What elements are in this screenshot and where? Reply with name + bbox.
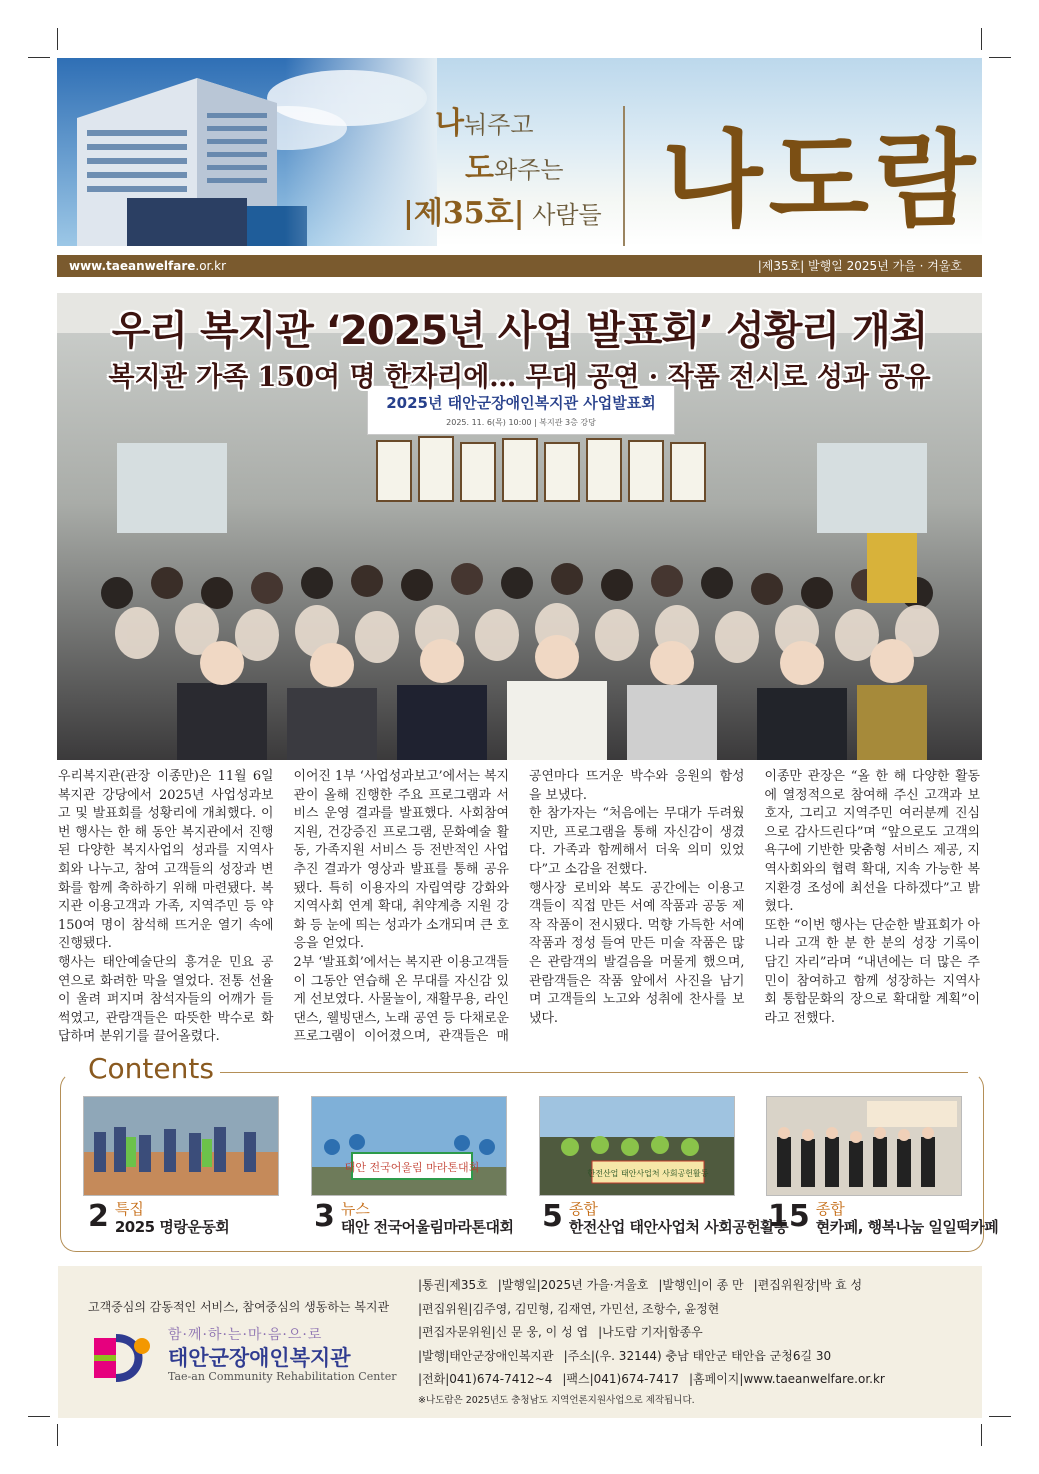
contents-item-title: 현카페, 행복나눔 일일떡카페 <box>815 1218 999 1236</box>
center-logo <box>86 1324 426 1394</box>
hero-photo <box>57 293 982 760</box>
crop-mark <box>28 1416 50 1417</box>
building-photo <box>57 58 437 246</box>
masthead-tagline <box>403 102 602 237</box>
contents-item-title: 태안 전국어울림마라톤대회 <box>340 1218 514 1236</box>
page-number: 3 <box>314 1199 335 1234</box>
info-row: |편집자문위원|신 문 웅, 이 성 엽 |나도람 기자|함종우 <box>418 1325 703 1339</box>
logo-mark-icon <box>86 1328 162 1388</box>
info-row: |전화|041)674-7412~4 |팩스|041)674-7417 |홈페이지|www.taeanwelfare.or.kr <box>418 1372 885 1386</box>
divider <box>623 106 625 246</box>
sub-headline: 복지관 가족 150여 명 한자리에… 무대 공연 · 작품 전시로 성과 공유 <box>108 362 931 393</box>
thumb-banner-text: 태안 전국어울림 마라톤대회 <box>344 1161 480 1174</box>
logo-name: 태안군장애인복지관 <box>168 1346 351 1370</box>
tagline-text: 눠주고 <box>463 111 534 139</box>
contents-item[interactable] <box>542 1200 788 1236</box>
crop-mark <box>57 1424 58 1446</box>
banner-title: 2025년 태안군장애인복지관 사업발표회 <box>386 394 656 412</box>
contents-item[interactable] <box>314 1200 513 1236</box>
website-url[interactable]: www.taeanwelfare.or.kr <box>69 259 227 273</box>
contents-item-title: 2025 명랑운동회 <box>114 1218 230 1236</box>
contents-category: 종합 <box>815 1200 845 1218</box>
article-paragraph: 우리복지관(관장 이종만)은 11월 6일 복지관 강당에서 2025년 사업성과보고 및 발표회를 성황리에 개최했다. 이번 행사는 한 해 동안 복지관에서 진행된 다양한 복지사업의 성과를 지역사회와 나누고, 참여 고객들의 성장과 변화를 함께 축하하기 위해 마련됐다. 복지관 이용고객과 가족, 지역주민 등 약 150여 명이 참석해 뜨거운 열기 속에 진행됐다. <box>58 769 274 952</box>
publication-info <box>418 1274 895 1392</box>
contents-category: 특집 <box>114 1200 144 1218</box>
crop-mark <box>981 28 982 50</box>
article-paragraph: 2부 ‘발표회’에서는 복지관 이용고객들이 그동안 연습해 온 무대를 자신감 있게 선보였다. 사물놀이, 재활무용, 라인댄스, 웰빙댄스, 노래 공연 등 다채로운 프로그램이 이어졌으며, 관객들은 매 공연마다 뜨거운 박수와 응원의 함성을 보냈다. <box>293 769 745 1045</box>
article-paragraph: 이어진 1부 ‘사업성과보고’에서는 복지관이 올해 진행한 주요 프로그램과 서비스 운영 결과를 발표했다. 사회참여 지원, 건강증진 프로그램, 문화예술 활동, 가족지원 서비스 등 전반적인 사업 추진 결과가 영상과 발표를 통해 공유됐다. 특히 이용자의 자립역량 강화와 지역사회 연계 확대, 취약계층 지원 강화 등 눈에 띄는 성과가 소개되며 큰 호응을 얻었다. <box>293 769 509 952</box>
tagline-initial: 나 <box>435 106 464 141</box>
contents-thumb-3[interactable] <box>539 1096 735 1196</box>
tagline-text: 와주는 <box>493 156 564 184</box>
banner-subtitle: 2025. 11. 6(목) 10:00 | 복지관 3층 강당 <box>446 418 596 427</box>
tagline-initial: 도 <box>465 151 494 186</box>
masthead <box>57 58 982 246</box>
page-number: 2 <box>88 1199 109 1234</box>
article-paragraph: 이종만 관장은 “올 한 해 다양한 활동에 열정적으로 참여해 주신 고객과 보호자, 그리고 지역주민 여러분께 진심으로 감사드린다”며 “앞으로도 고객의 욕구에 기반한 맞춤형 서비스 제공, 지역사회와의 협력 확대, 지속 가능한 복지환경 조성에 최선을 다하겠다”고 밝혔다. <box>764 769 980 915</box>
contents-thumb-2[interactable] <box>311 1096 507 1196</box>
crop-mark <box>28 57 50 58</box>
article-paragraph: 행사는 태안예술단의 흥겨운 민요 공연으로 화려한 막을 열었다. 전통 선율이 울려 퍼지며 참석자들의 어깨가 들썩였고, 관람객들은 따뜻한 박수로 화답하며 분위기를 끌어올렸다. <box>58 954 274 1045</box>
article-body <box>58 768 980 1058</box>
logo-english-name: Tae-an Community Rehabilitation Center <box>168 1370 397 1383</box>
logo-tagline: 함·께·하·는·마·음·으·로 <box>168 1327 323 1343</box>
crop-mark <box>981 1424 982 1446</box>
issue-date: |제35호| 발행일 2025년 가을 · 겨울호 <box>757 259 962 273</box>
issue-number: |제35호| <box>403 196 525 231</box>
contents-item[interactable] <box>88 1200 229 1236</box>
info-row: |발행|태안군장애인복지관 |주소|(우. 32144) 충남 태안군 태안읍 군청6길 30 <box>418 1348 832 1363</box>
newsletter-title: 나도람 <box>662 118 982 241</box>
contents-category: 뉴스 <box>340 1200 370 1218</box>
info-row: |통권|제35호 |발행일|2025년 가을·겨울호 |발행인|이 종 만 |편집위원장|박 효 성 <box>418 1278 863 1292</box>
homepage-link[interactable]: www.taeanwelfare.or.kr <box>743 1372 885 1386</box>
divider <box>218 1072 968 1073</box>
page-number: 5 <box>542 1199 563 1234</box>
info-row: |편집위원|김주영, 김민형, 김재연, 가민선, 조항수, 윤정현 <box>418 1301 720 1316</box>
thumb-banner-text: 한전산업 태안사업처 사회공헌활동 <box>587 1169 709 1178</box>
article-paragraph: 행사장 로비와 복도 공간에는 이용고객들이 직접 만든 서예 작품과 공동 제작 작품이 전시됐다. 먹향 가득한 서예 작품과 정성 들여 만든 미술 작품은 많은 관람객의 발걸음을 머물게 했으며, 관람객들은 작품 앞에서 사진을 남기며 고객들의 노고와 성취에 찬사를 보냈다. <box>529 880 745 1026</box>
footer-slogan: 고객중심의 감동적인 서비스, 참여중심의 생동하는 복지관 <box>88 1300 390 1314</box>
contents-item[interactable] <box>768 1200 998 1236</box>
footer-note: ※나도람은 2025년도 충청남도 지역언론지원사업으로 제작됩니다. <box>418 1395 695 1406</box>
contents-item-title: 한전산업 태안사업처 사회공헌활동 <box>568 1218 789 1236</box>
contents-category: 종합 <box>568 1200 598 1218</box>
main-headline: 우리 복지관 ‘2025년 사업 발표회’ 성황리 개최 <box>111 308 928 354</box>
tagline-text: 사람들 <box>532 201 602 229</box>
page-number: 15 <box>768 1199 810 1234</box>
contents-title: Contents <box>82 1052 220 1085</box>
info-bar <box>57 255 982 277</box>
article-paragraph: 또한 “이번 행사는 단순한 발표회가 아니라 고객 한 분 한 분의 성장 기록이 담긴 자리”라며 “내년에는 더 많은 주민이 참여하고 함께 성장하는 지역사회 통합문화의 장으로 확대할 계획”이라고 전했다. <box>764 917 980 1026</box>
crop-mark <box>989 1416 1011 1417</box>
footer <box>58 1266 982 1418</box>
crop-mark <box>989 57 1011 58</box>
contents-thumb-4[interactable] <box>766 1096 962 1196</box>
article-paragraph: 한 참가자는 “처음에는 무대가 두려웠지만, 프로그램을 통해 자신감이 생겼다. 가족과 함께해서 더욱 의미 있었다”고 소감을 전했다. <box>529 806 745 877</box>
crop-mark <box>57 28 58 50</box>
contents-thumb-1[interactable] <box>83 1096 279 1196</box>
